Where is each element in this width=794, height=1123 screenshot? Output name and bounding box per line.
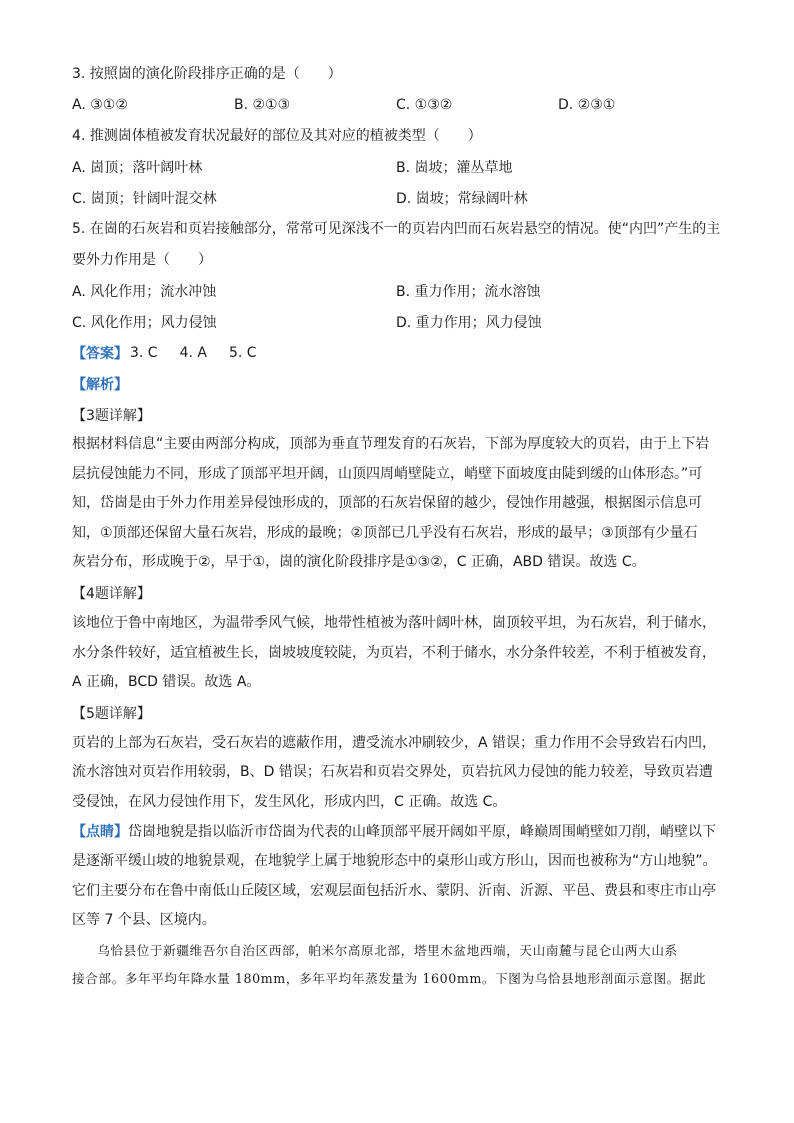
tip-line: 它们主要分布在鲁中南低山丘陵区域，宏观层面包括沂水、蒙阴、沂南、沂源、平邑、费县和枣庄市山亭 [72,882,716,899]
detail-4-heading [72,578,722,609]
material-line-2: 接合部。多年平均年降水量 180mm，多年平均年蒸发量为 1600mm。下图为乌恰县地形剖面示意图。据此 [72,970,707,986]
question-5-options-row2 [72,306,722,337]
detail-4-line: 该地位于鲁中南地区，为温带季风气候，地带性植被为落叶阔叶林，崮顶较平坦，为石灰岩，利于储水， [72,614,716,631]
tip-label: 【点睛】 [72,823,128,840]
answer-line [72,337,722,368]
detail-3-line: 知，①顶部还保留大量石灰岩，形成的最晚；②顶部已几乎没有石灰岩，形成的最早；③顶部有少量石 [72,524,698,541]
q5-option-d: D. 重力作用；风力侵蚀 [396,314,542,331]
q4-option-d: D. 崮坡；常绿阔叶林 [396,190,528,207]
question-4-options-row2 [72,182,722,213]
tip-line1-text: 岱崮地貌是指以临沂市岱崮为代表的山峰顶部平展开阔如平原，峰巅周围峭壁如刀削，峭壁以下 [128,823,716,840]
question-4-options-row1 [72,151,722,182]
detail-3-heading [72,399,722,430]
question-4-text: 4. 推测崮体植被发育状况最好的部位及其对应的植被类型（ ） [72,127,482,144]
detail-5-body [72,729,722,818]
detail-5-line: 流水溶蚀对页岩作用较弱，B、D 错误；石灰岩和页岩交界处，页岩抗风力侵蚀的能力较差，导致页岩遭 [72,764,713,781]
answer-label: 【答案】 [72,345,128,362]
q3-option-c: C. ①③② [396,96,453,113]
question-4-stem [72,120,722,151]
analysis-label: 【解析】 [72,376,128,393]
analysis-heading [72,368,722,399]
detail-4-line: A 正确，BCD 错误。故选 A。 [72,674,261,691]
tip-line: 区等 7 个县、区境内。 [72,912,216,929]
detail-5-heading [72,698,722,729]
detail-4-line: 水分条件较好，适宜植被生长，崮坡坡度较陡，为页岩，不利于储水，水分条件较差，不利于植被发育， [72,644,716,661]
q4-option-b: B. 崮坡；灌丛草地 [396,159,513,176]
tip-block [72,818,722,936]
answer-4: 4. A [179,344,207,361]
q4-option-a: A. 崮顶；落叶阔叶林 [72,159,203,176]
question-5-stem-line1 [72,213,722,244]
detail-5-line: 页岩的上部为石灰岩，受石灰岩的遮蔽作用，遭受流水冲刷较少，A 错误；重力作用不会导致岩石内凹， [72,734,717,751]
detail-5-line: 受侵蚀，在风力侵蚀作用下，发生风化，形成内凹，C 正确。故选 C。 [72,793,507,810]
question-5-stem-line2 [72,244,722,275]
detail-4-label: 【4题详解】 [72,586,151,603]
q3-option-b: B. ②①③ [234,96,291,113]
question-5-text-2: 要外力作用是（ ） [72,251,212,268]
q3-option-d: D. ②③① [558,96,616,113]
detail-3-line: 知，岱崮是由于外力作用差异侵蚀形成的，顶部的石灰岩保留的越少，侵蚀作用越强，根据图示信息可 [72,495,702,512]
detail-3-body [72,430,722,578]
detail-3-label: 【3题详解】 [72,407,151,424]
question-5-text-1: 5. 在崮的石灰岩和页岩接触部分，常常可见深浅不一的页岩内凹而石灰岩悬空的情况。使“内凹”产生的主 [72,220,721,237]
q5-option-c: C. 风化作用；风力侵蚀 [72,314,217,331]
q3-option-a: A. ③①② [72,96,128,113]
detail-3-line: 根据材料信息“主要由两部分构成，顶部为垂直节理发育的石灰岩，下部为厚度较大的页岩，由于上下岩 [72,436,710,452]
detail-4-body [72,609,722,698]
question-3-options [72,89,722,120]
q5-option-a: A. 风化作用；流水冲蚀 [72,283,217,300]
tip-line: 是逐渐平缓山坡的地貌景观，在地貌学上属于地貌形态中的桌形山或方形山，因而也被称为“方山地貌”。 [72,853,717,870]
answer-5: 5. C [228,344,257,361]
detail-3-line: 灰岩分布，形成晚于②，早于①，崮的演化阶段排序是①③②，C 正确，ABD 错误。故选 C。 [72,554,646,571]
material-block [72,938,722,992]
material-line-1: 乌恰县位于新疆维吾尔自治区西部，帕米尔高原北部，塔里木盆地西端，天山南麓与昆仑山两大山系 [97,942,678,958]
q4-option-c: C. 崮顶；针阔叶混交林 [72,190,217,207]
answer-3: 3. C [130,344,158,361]
question-3-stem [72,58,722,89]
question-5-options-row1 [72,275,722,306]
detail-3-line: 层抗侵蚀能力不同，形成了顶部平坦开阔，山顶四周峭壁陡立，峭壁下面坡度由陡到缓的山体形态。”可 [72,465,703,482]
detail-5-label: 【5题详解】 [72,706,151,723]
tip-line [72,818,722,848]
question-3-text: 3. 按照崮的演化阶段排序正确的是（ ） [72,65,342,82]
q5-option-b: B. 重力作用；流水溶蚀 [396,283,541,300]
document-page [72,58,722,992]
